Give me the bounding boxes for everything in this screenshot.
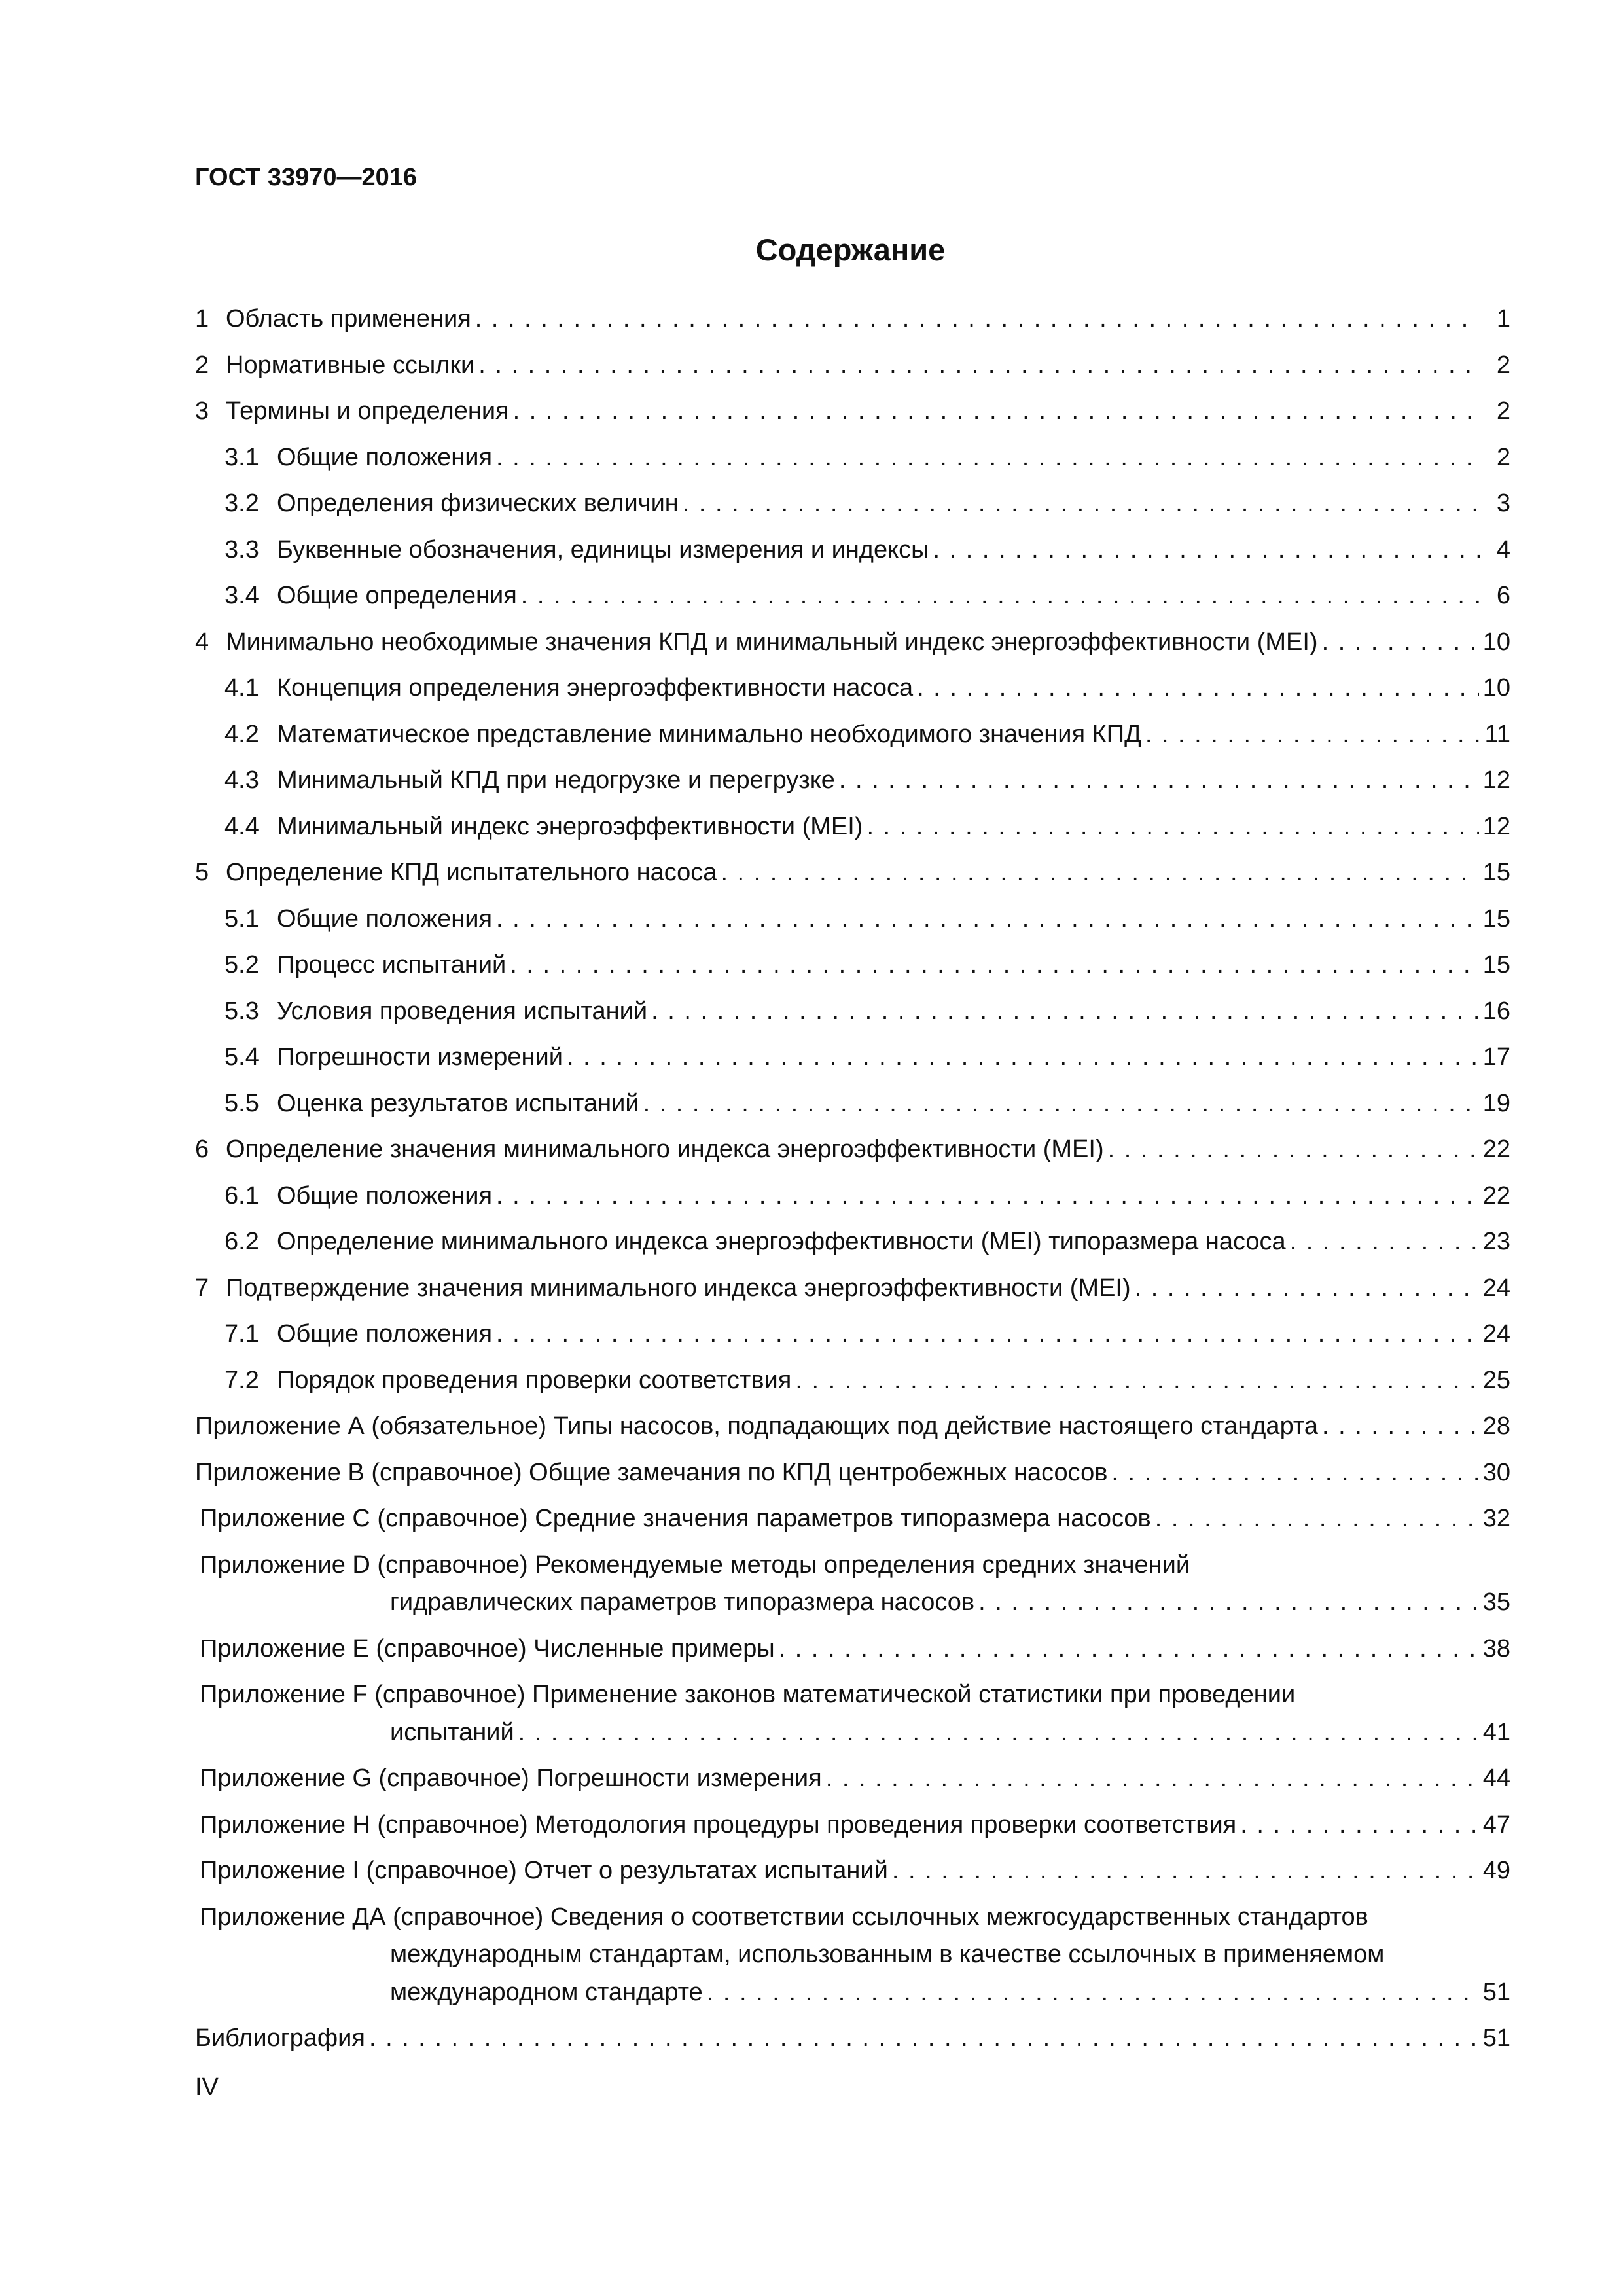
toc-appendix-page: 41 — [1482, 1718, 1510, 1746]
toc-line — [195, 1974, 1510, 2012]
toc-line — [195, 1085, 1510, 1123]
toc-entry[interactable] — [195, 716, 1510, 754]
dot-leader — [1135, 1270, 1479, 1308]
toc-entry-title: Минимальный КПД при недогрузке и перегрузке — [277, 766, 835, 794]
dot-leader — [1108, 1131, 1479, 1169]
toc-entry-title: Общие положения — [277, 905, 493, 933]
toc-entry[interactable] — [195, 993, 1510, 1031]
toc-entry-title: Определение значения минимального индекса энергоэффективности (MEI) — [226, 1136, 1104, 1163]
toc-line — [195, 1177, 1510, 1215]
toc-entry-title: Общие определения — [277, 582, 517, 609]
toc-entry[interactable] — [195, 808, 1510, 846]
toc-entry-number: 5.2 — [224, 951, 259, 978]
toc-entry[interactable] — [195, 1177, 1510, 1215]
toc-line — [195, 1630, 1510, 1668]
toc-entry-number: 6 — [195, 1136, 209, 1163]
dot-leader — [496, 1177, 1479, 1215]
toc-appendix-title-line: Приложение G (справочное) Погрешности измерения — [200, 1765, 822, 1792]
toc-entry[interactable] — [195, 1131, 1510, 1169]
toc-entry-page: 17 — [1482, 1043, 1510, 1071]
dot-leader — [683, 485, 1480, 523]
toc-entry-number: 3.1 — [224, 443, 259, 471]
toc-appendix-title-line: испытаний — [390, 1718, 514, 1746]
table-of-contents — [195, 300, 1510, 2066]
dot-leader — [839, 762, 1479, 800]
toc-entry-title: Область применения — [226, 305, 471, 332]
toc-line — [195, 808, 1510, 846]
toc-entry[interactable] — [195, 1362, 1510, 1400]
toc-appendix-title-line: Приложение ДА (справочное) Сведения о соответствии ссылочных межгосударственных стандартов — [200, 1903, 1368, 1931]
toc-entry-number: 5.1 — [224, 905, 259, 933]
toc-entry[interactable] — [195, 577, 1510, 615]
toc-line — [195, 347, 1510, 385]
toc-line — [195, 1131, 1510, 1169]
toc-line — [195, 1500, 1510, 1538]
dot-leader — [721, 854, 1478, 892]
toc-line — [195, 577, 1510, 615]
dot-leader — [1290, 1223, 1479, 1261]
toc-entry-number: 7.1 — [224, 1320, 259, 1348]
toc-entry-title: Общие положения — [277, 1181, 493, 1210]
toc-entry-number: 3.4 — [224, 582, 259, 609]
toc-appendix-page: 28 — [1482, 1412, 1510, 1440]
toc-line — [195, 993, 1510, 1031]
toc-appendix-title-line: Приложение Е (справочное) Численные примеры — [200, 1634, 775, 1662]
dot-leader — [518, 1714, 1479, 1752]
toc-entry[interactable] — [195, 854, 1510, 892]
toc-entry-number: 4.1 — [224, 674, 259, 702]
toc-entry[interactable] — [195, 762, 1510, 800]
toc-line — [195, 1584, 1510, 1622]
toc-appendix[interactable] — [195, 1899, 1510, 2012]
toc-entry-page: 23 — [1482, 1228, 1510, 1255]
toc-entry-page: 6 — [1496, 582, 1510, 609]
toc-entry-title: Математическое представление минимально необходимого значения КПД — [277, 720, 1141, 748]
toc-entry[interactable] — [195, 1316, 1510, 1354]
toc-entry-page: 10 — [1482, 674, 1510, 702]
toc-appendix-page: 38 — [1482, 1634, 1510, 1662]
toc-entry-page: 3 — [1496, 490, 1510, 517]
toc-entry-page: 10 — [1482, 628, 1510, 656]
toc-entry[interactable] — [195, 670, 1510, 708]
dot-leader — [513, 393, 1480, 431]
toc-entry-number: 7.2 — [224, 1366, 259, 1394]
toc-appendix-page: 44 — [1482, 1765, 1510, 1792]
toc-appendix-title-line: Приложение А (обязательное) Типы насосов, подпадающих под действие настоящего стандарта — [195, 1412, 1318, 1440]
toc-line — [195, 946, 1510, 984]
dot-leader — [1155, 1500, 1479, 1538]
toc-entry-number: 6.1 — [224, 1181, 259, 1210]
toc-entry-number: 4.2 — [224, 720, 259, 748]
toc-line — [195, 1676, 1510, 1714]
toc-entry[interactable] — [195, 901, 1510, 939]
toc-entry[interactable] — [195, 531, 1510, 569]
toc-line — [195, 1899, 1510, 1937]
toc-entry-number: 3.2 — [224, 490, 259, 517]
toc-entry-page: 15 — [1482, 905, 1510, 933]
toc-line — [195, 1039, 1510, 1077]
toc-entry[interactable] — [195, 347, 1510, 385]
toc-appendix-page: 32 — [1482, 1505, 1510, 1532]
dot-leader — [1145, 716, 1480, 754]
toc-entry-number: 2 — [195, 351, 209, 379]
toc-line — [195, 762, 1510, 800]
toc-appendix-title-line: международным стандартам, использованным в качестве ссылочных в применяемом — [390, 1941, 1385, 1968]
toc-line — [195, 300, 1510, 338]
toc-line — [195, 1760, 1510, 1798]
toc-entry-title: Порядок проведения проверки соответствия — [277, 1366, 792, 1394]
toc-entry-number: 4 — [195, 628, 209, 656]
dot-leader — [779, 1630, 1479, 1668]
toc-appendix-page: 51 — [1482, 2024, 1510, 2052]
dot-leader — [510, 946, 1478, 984]
toc-appendix-title-line: Библиография — [195, 2024, 365, 2052]
toc-entry-number: 3 — [195, 397, 209, 425]
dot-leader — [795, 1362, 1478, 1400]
toc-appendix-page: 49 — [1482, 1857, 1510, 1884]
toc-entry-number: 3.3 — [224, 535, 259, 564]
toc-appendix-title-line: Приложение I (справочное) Отчет о результатах испытаний — [200, 1857, 888, 1884]
toc-appendix[interactable] — [195, 1806, 1510, 1844]
toc-entry-number: 6.2 — [224, 1228, 259, 1255]
toc-appendix-title-line: Приложение Н (справочное) Методология процедуры проведения проверки соответствия — [200, 1810, 1237, 1839]
toc-entry-page: 2 — [1496, 351, 1510, 379]
dot-leader — [475, 300, 1480, 338]
toc-entry-title: Общие положения — [277, 1320, 493, 1348]
dot-leader — [1322, 1408, 1479, 1446]
dot-leader — [567, 1039, 1479, 1077]
toc-entry-number: 7 — [195, 1274, 209, 1302]
dot-leader — [651, 993, 1479, 1031]
toc-appendix-title-line: Приложение D (справочное) Рекомендуемые методы определения средних значений — [200, 1551, 1190, 1579]
toc-entry[interactable] — [195, 300, 1510, 338]
toc-line — [195, 439, 1510, 477]
toc-entry[interactable] — [195, 485, 1510, 523]
toc-line — [195, 1714, 1510, 1752]
toc-entry-page: 15 — [1482, 951, 1510, 978]
toc-line — [195, 1454, 1510, 1492]
toc-entry-title: Условия проведения испытаний — [277, 997, 648, 1025]
toc-line — [195, 854, 1510, 892]
toc-entry-title: Определение минимального индекса энергоэффективности (MEI) типоразмера насоса — [277, 1228, 1286, 1255]
toc-entry-page: 1 — [1496, 305, 1510, 332]
toc-line — [195, 1270, 1510, 1308]
toc-appendix[interactable] — [195, 1500, 1510, 1538]
toc-line — [195, 716, 1510, 754]
dot-leader — [866, 808, 1478, 846]
dot-leader — [892, 1852, 1479, 1890]
toc-entry-title: Буквенные обозначения, единицы измерения и индексы — [277, 535, 929, 564]
toc-entry-title: Определения физических величин — [277, 490, 679, 517]
toc-entry-page: 12 — [1482, 766, 1510, 794]
toc-entry-number: 5.4 — [224, 1043, 259, 1071]
page-number: IV — [195, 2073, 219, 2101]
toc-line — [195, 901, 1510, 939]
toc-line — [195, 1806, 1510, 1844]
toc-line — [195, 485, 1510, 523]
toc-line — [195, 624, 1510, 662]
toc-title: Содержание — [755, 232, 946, 267]
toc-entry[interactable] — [195, 946, 1510, 984]
toc-line — [195, 1316, 1510, 1354]
toc-line — [195, 1408, 1510, 1446]
toc-entry-page: 25 — [1482, 1366, 1510, 1394]
dot-leader — [933, 531, 1480, 569]
toc-entry-title: Процесс испытаний — [277, 951, 507, 978]
toc-entry-title: Минимально необходимые значения КПД и минимальный индекс энергоэффективности (MEI) — [226, 628, 1318, 656]
toc-entry-page: 24 — [1482, 1320, 1510, 1348]
toc-line — [195, 1852, 1510, 1890]
dot-leader — [1111, 1454, 1478, 1492]
dot-leader — [707, 1974, 1479, 2012]
dot-leader — [496, 1316, 1479, 1354]
toc-line — [195, 531, 1510, 569]
dot-leader — [917, 670, 1479, 708]
dot-leader — [978, 1584, 1479, 1622]
dot-leader — [1240, 1806, 1478, 1844]
toc-appendix-title-line: Приложение В (справочное) Общие замечания по КПД центробежных насосов — [195, 1458, 1108, 1486]
toc-appendix-title-line: Приложение F (справочное) Применение законов математической статистики при проведении — [200, 1681, 1296, 1708]
toc-appendix[interactable] — [195, 1676, 1510, 1751]
toc-entry[interactable] — [195, 624, 1510, 662]
toc-entry-title: Подтверждение значения минимального индекса энергоэффективности (MEI) — [226, 1274, 1131, 1302]
toc-entry-title: Погрешности измерений — [277, 1043, 563, 1071]
toc-appendix-page: 30 — [1482, 1458, 1510, 1486]
toc-entry-number: 5.3 — [224, 997, 259, 1025]
toc-entry-number: 4.4 — [224, 812, 259, 840]
toc-entry-page: 15 — [1482, 859, 1510, 886]
toc-entry-page: 19 — [1482, 1089, 1510, 1117]
toc-entry-page: 4 — [1496, 535, 1510, 564]
toc-entry[interactable] — [195, 439, 1510, 477]
toc-entry-page: 22 — [1482, 1136, 1510, 1163]
toc-entry-number: 1 — [195, 305, 209, 332]
toc-entry[interactable] — [195, 393, 1510, 431]
dot-leader — [826, 1760, 1479, 1798]
toc-appendix-title-line: международном стандарте — [390, 1978, 703, 2006]
dot-leader — [369, 2020, 1479, 2058]
toc-appendix[interactable] — [195, 1852, 1510, 1890]
toc-appendix[interactable] — [195, 1408, 1510, 1446]
toc-entry-number: 4.3 — [224, 766, 259, 794]
toc-entry-title: Оценка результатов испытаний — [277, 1089, 639, 1117]
toc-entry-page: 12 — [1482, 812, 1510, 840]
toc-appendix-page: 51 — [1482, 1978, 1510, 2006]
toc-entry[interactable] — [195, 1085, 1510, 1123]
toc-appendix[interactable] — [195, 1630, 1510, 1668]
toc-entry-title: Нормативные ссылки — [226, 351, 475, 379]
toc-entry-page: 22 — [1482, 1181, 1510, 1210]
toc-appendix-title-line: Приложение С (справочное) Средние значения параметров типоразмера насосов — [200, 1505, 1151, 1532]
toc-appendix[interactable] — [195, 1760, 1510, 1798]
toc-entry-page: 2 — [1496, 397, 1510, 425]
toc-entry-page: 11 — [1484, 720, 1510, 748]
toc-entry[interactable] — [195, 1270, 1510, 1308]
document-code: ГОСТ 33970—2016 — [195, 164, 418, 191]
toc-entry-page: 24 — [1482, 1274, 1510, 1302]
toc-appendix[interactable] — [195, 1454, 1510, 1492]
toc-entry[interactable] — [195, 1223, 1510, 1261]
toc-line — [195, 1223, 1510, 1261]
dot-leader — [521, 577, 1480, 615]
toc-line — [195, 2020, 1510, 2058]
toc-entry[interactable] — [195, 1039, 1510, 1077]
toc-bibliography[interactable] — [195, 2020, 1510, 2058]
toc-appendix-page: 47 — [1482, 1810, 1510, 1839]
toc-entry-page: 2 — [1496, 443, 1510, 471]
toc-line — [195, 670, 1510, 708]
toc-entry-title: Концепция определения энергоэффективности насоса — [277, 674, 914, 702]
toc-entry-title: Общие положения — [277, 443, 493, 471]
toc-line — [195, 1547, 1510, 1585]
toc-entry-title: Определение КПД испытательного насоса — [226, 859, 717, 886]
toc-appendix-page: 35 — [1482, 1588, 1510, 1616]
toc-line — [195, 393, 1510, 431]
toc-appendix[interactable] — [195, 1547, 1510, 1622]
toc-entry-title: Термины и определения — [226, 397, 509, 425]
toc-line — [195, 1362, 1510, 1400]
toc-appendix-title-line: гидравлических параметров типоразмера насосов — [390, 1588, 975, 1616]
toc-entry-title: Минимальный индекс энергоэффективности (MEI) — [277, 812, 863, 840]
dot-leader — [496, 439, 1480, 477]
toc-entry-number: 5 — [195, 859, 209, 886]
toc-sections — [195, 300, 1510, 1399]
toc-entry-number: 5.5 — [224, 1089, 259, 1117]
toc-entry-page: 16 — [1482, 997, 1510, 1025]
toc-line — [195, 1936, 1510, 1974]
dot-leader — [478, 347, 1480, 385]
dot-leader — [496, 901, 1479, 939]
dot-leader — [643, 1085, 1479, 1123]
dot-leader — [1322, 624, 1479, 662]
toc-appendices — [195, 1408, 1510, 2058]
